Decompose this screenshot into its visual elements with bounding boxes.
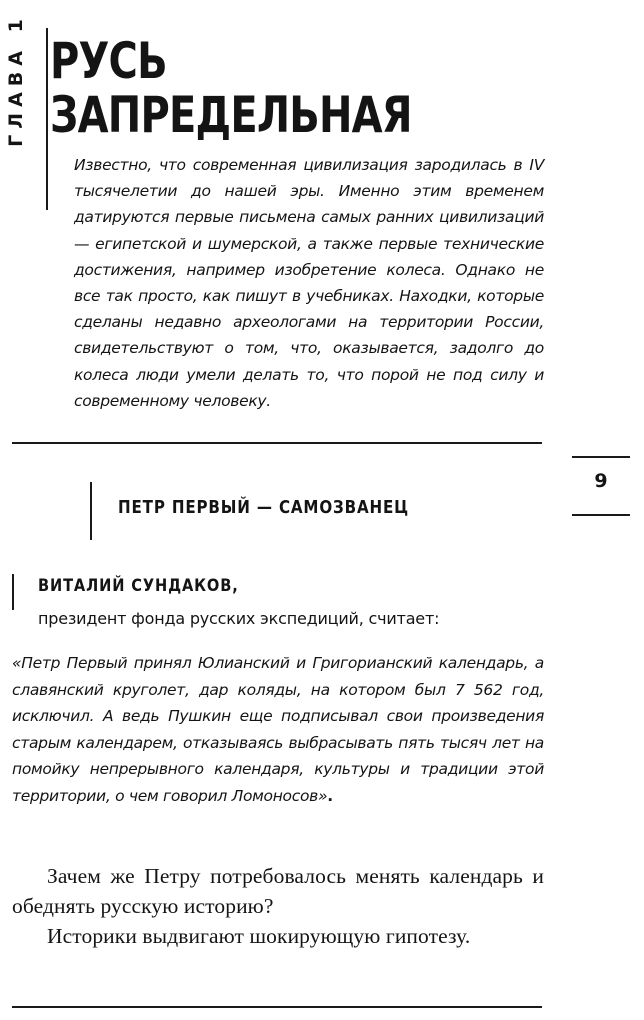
section-heading: ПЕТР ПЕРВЫЙ — САМОЗВАНЕЦ [118,497,410,518]
chapter-title [50,34,412,142]
chapter-title-line-2: ЗАПРЕДЕЛЬНАЯ [50,86,412,144]
speaker-role: президент фонда русских экспедиций, считает: [38,609,440,628]
chapter-label-text: ГЛАВА 1 [5,13,27,147]
page-number-rule-bottom [572,514,630,516]
body-paragraph-1: Зачем же Петру потребовалось менять календарь и обеднять русскую историю? [12,864,544,918]
intro-paragraph: Известно, что современная цивилизация зародилась в IV тысячелетии до нашей эры. Именно этим временем датируются первые письмена самых ранних цивилизаций — египетской и шумерской, а также первые технические достижения, например изобретение колеса. Однако не все так просто, как пишут в учебниках. Находки, которые сделаны недавно археологами на территории России, свидетельствуют о том, что, оказывается, задолго до колеса люди умели делать то, что порой не под силу и современному человеку. [74,156,544,410]
section-heading-bar [90,482,92,540]
body-paragraph-2: Историки выдвигают шокирующую гипотезу. [47,924,471,948]
quote-text: «Петр Первый принял Юлианский и Григорианский календарь, а славянский круголет, дар коляды, на котором был 7 562 год, исключил. А ведь Пушкин еще подписывал свои произведения старым календарем, отказываясь выбрасывать пять тысяч лет на помойку непрерывного календаря, культуры и традиции этой территории, о чем говорил Ломоносов» [12,654,544,805]
page-number: 9 [594,470,608,492]
top-divider [12,442,542,444]
page-number-rule-top [572,456,630,458]
quote-paragraph [12,650,544,809]
quote-end-punctuation: . [327,786,333,805]
chapter-title-line-1: РУСЬ [50,32,167,90]
speaker-name: ВИТАЛИЙ СУНДАКОВ, [38,576,239,596]
body-text [12,861,544,951]
chapter-divider [46,28,48,210]
speaker-bar [12,574,14,610]
bottom-divider [12,1006,542,1008]
chapter-label [2,13,30,147]
